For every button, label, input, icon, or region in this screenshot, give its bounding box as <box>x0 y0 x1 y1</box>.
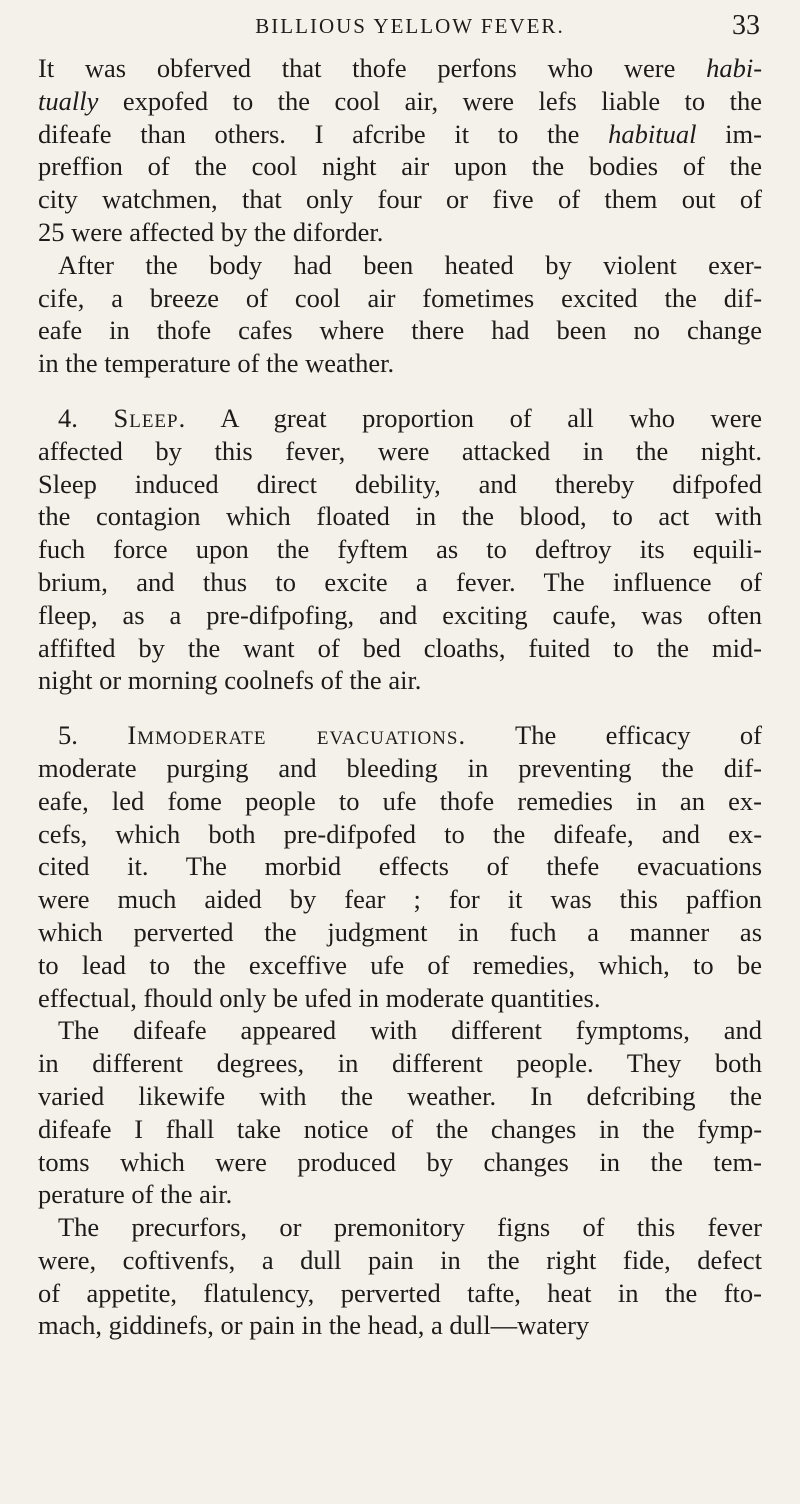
italic-text: habi- <box>706 53 763 83</box>
text-segment: mach, giddinefs, or pain in the head, a dull—watery <box>38 1310 590 1341</box>
text-line <box>38 314 762 347</box>
text-segment: cefs, which both pre-difpofed to the difeafe, and ex- <box>38 818 763 849</box>
italic-text: tually <box>38 85 99 116</box>
text-line <box>38 402 762 435</box>
text-segment: moderate purging and bleeding in preventing the dif- <box>38 752 762 783</box>
text-segment: brium, and thus to excite a fever. The influence of <box>38 566 762 597</box>
text-line <box>38 85 762 118</box>
paragraph <box>38 52 762 249</box>
text-line <box>38 533 762 566</box>
text-line <box>38 468 762 501</box>
page-header <box>60 6 760 46</box>
text-segment: The precurfors, or premonitory figns of this fever <box>58 1212 762 1243</box>
text-line <box>38 347 762 380</box>
text-segment: the contagion which floated in the blood, to act with <box>38 501 762 532</box>
text-line <box>38 1178 762 1211</box>
text-line <box>38 150 762 183</box>
text-segment: which perverted the judgment in fuch a manner as <box>38 916 763 947</box>
text-segment: in different degrees, in different people. They both <box>38 1048 762 1079</box>
paragraph <box>38 1014 762 1211</box>
text-line <box>38 1146 762 1179</box>
text-line <box>38 664 762 697</box>
paragraph <box>38 1211 762 1342</box>
running-head: BILLIOUS YELLOW FEVER. <box>255 14 565 38</box>
paragraph <box>38 402 762 697</box>
text-line <box>38 1277 762 1310</box>
text-segment: Sleep induced direct debility, and thereby difpofed <box>38 468 762 499</box>
text-segment: difeafe than others. I afcribe it to the <box>38 118 609 149</box>
text-segment: 4. <box>58 402 114 433</box>
text-line <box>38 500 762 533</box>
text-segment: night or morning coolnefs of the air. <box>38 665 422 696</box>
text-segment: fuch force upon the fyftem as to deftroy its equili- <box>38 534 762 565</box>
text-line <box>38 118 762 151</box>
text-line <box>38 1113 762 1146</box>
text-line <box>38 282 762 315</box>
text-segment: 5. <box>58 720 128 751</box>
text-segment: preffion of the cool night air upon the bodies of the <box>38 151 763 182</box>
paragraph <box>38 249 762 380</box>
text-line <box>38 949 762 982</box>
body-text <box>38 52 762 1342</box>
text-line <box>38 1309 762 1342</box>
text-segment: were, coftivenfs, a dull pain in the right fide, defect <box>38 1244 762 1275</box>
paragraph <box>38 719 762 1014</box>
text-segment: fleep, as a pre-difpofing, and exciting caufe, was often <box>38 599 763 630</box>
paragraph-gap <box>38 380 762 402</box>
text-segment: effectual, fhould only be ufed in moderate quantities. <box>38 982 601 1013</box>
text-segment: difeafe I fhall take notice of the changes in the fymp- <box>38 1113 763 1144</box>
text-segment: expofed to the cool air, were lefs liable to the <box>98 85 762 116</box>
text-line <box>38 1211 762 1244</box>
text-line <box>38 752 762 785</box>
text-line <box>38 1080 762 1113</box>
text-segment: in the temperature of the weather. <box>38 348 395 379</box>
text-segment: cife, a breeze of cool air fometimes excited the dif- <box>38 282 763 313</box>
text-line <box>38 599 762 632</box>
text-line <box>38 719 762 752</box>
text-line <box>38 1047 762 1080</box>
text-line <box>38 818 762 851</box>
text-line <box>38 216 762 249</box>
text-line <box>38 916 762 949</box>
text-segment: affected by this fever, were attacked in the night. <box>38 435 762 466</box>
text-line <box>38 982 762 1015</box>
paragraph-gap <box>38 697 762 719</box>
text-line <box>38 566 762 599</box>
text-line <box>38 249 762 282</box>
text-segment: to lead to the exceffive ufe of remedies, which, to be <box>38 949 762 980</box>
text-segment: im- <box>696 118 762 149</box>
text-segment: It was obferved that thofe perfons who were <box>38 53 707 83</box>
text-segment: After the body had been heated by violent exer- <box>58 249 763 280</box>
text-line <box>38 883 762 916</box>
text-segment: A great proportion of all who were <box>186 402 763 433</box>
text-segment: of appetite, flatulency, perverted tafte, heat in the fto- <box>38 1277 762 1308</box>
text-segment: The difeafe appeared with different fymptoms, and <box>58 1015 763 1046</box>
section-heading: Immoderate evacuations. <box>127 720 467 751</box>
text-line <box>38 785 762 818</box>
text-segment: The efficacy of <box>466 720 762 751</box>
section-heading: Sleep. <box>113 402 187 433</box>
text-line <box>38 1244 762 1277</box>
page-number: 33 <box>732 10 760 41</box>
text-segment: eafe, led fome people to ufe thofe remedies in an ex- <box>38 785 762 816</box>
text-segment: were much aided by fear ; for it was this paffion <box>38 884 763 915</box>
text-segment: 25 were affected by the diforder. <box>38 216 384 247</box>
text-segment: perature of the air. <box>38 1179 233 1210</box>
text-line <box>38 850 762 883</box>
text-segment: cited it. The morbid effects of thefe evacuations <box>38 851 763 882</box>
text-line <box>38 183 762 216</box>
text-line <box>38 632 762 665</box>
text-line <box>38 1014 762 1047</box>
italic-text: habitual <box>608 118 697 149</box>
text-segment: eafe in thofe cafes where there had been no change <box>38 315 762 346</box>
text-line <box>38 52 762 85</box>
text-segment: affifted by the want of bed cloaths, fuited to the mid- <box>38 632 763 663</box>
text-segment: varied likewife with the weather. In defcribing the <box>38 1080 762 1111</box>
text-line <box>38 435 762 468</box>
text-segment: city watchmen, that only four or five of them out of <box>38 184 762 215</box>
text-segment: toms which were produced by changes in the tem- <box>38 1146 762 1177</box>
